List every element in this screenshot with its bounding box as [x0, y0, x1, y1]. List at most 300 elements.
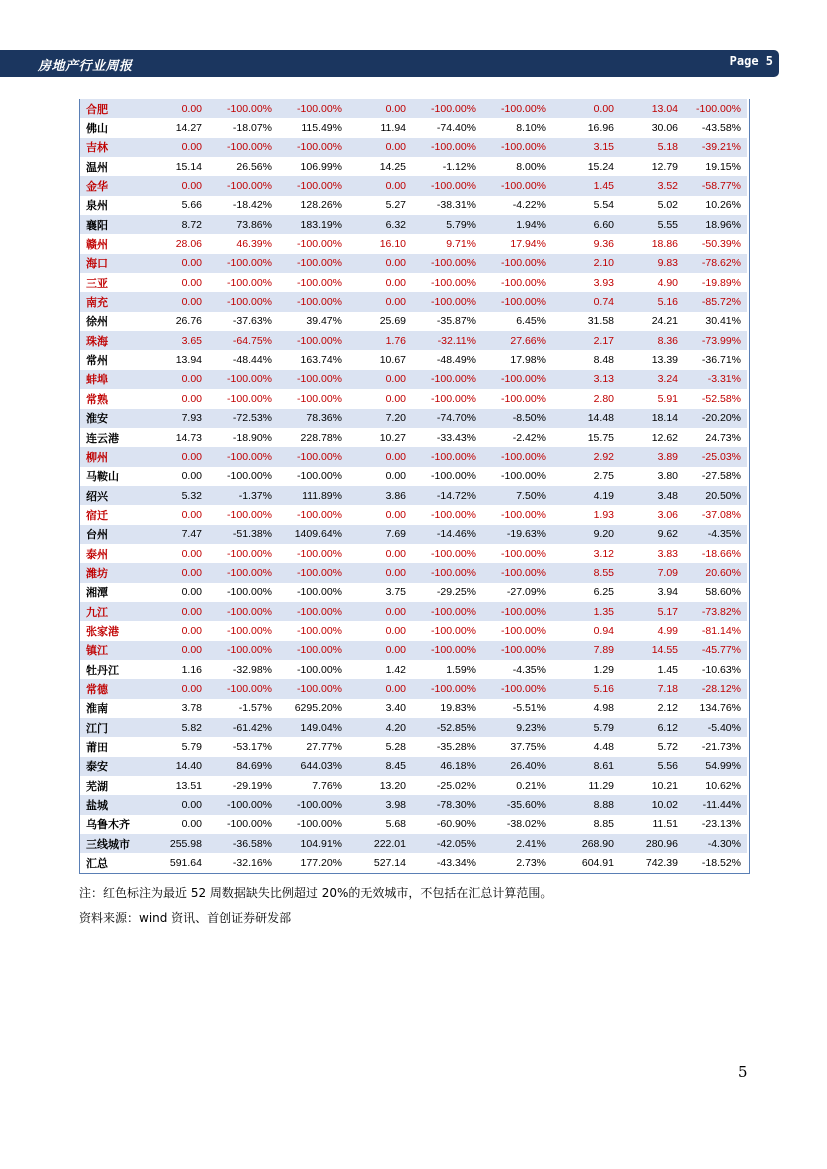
city-name-cell: 南充	[80, 292, 144, 311]
value-cell: 3.15	[552, 138, 620, 157]
value-cell: 5.66	[144, 196, 208, 215]
value-cell: 4.98	[552, 699, 620, 718]
value-cell: -18.07%	[208, 118, 278, 137]
value-cell: 10.26%	[684, 196, 747, 215]
city-name-cell: 盐城	[80, 795, 144, 814]
value-cell: 10.21	[620, 776, 684, 795]
value-cell: -8.50%	[482, 409, 552, 428]
table-row	[80, 621, 747, 640]
table-row	[80, 215, 747, 234]
value-cell: -100.00%	[482, 602, 552, 621]
value-cell: -100.00%	[482, 563, 552, 582]
value-cell: 0.00	[348, 679, 412, 698]
value-cell: -100.00%	[482, 176, 552, 195]
value-cell: 1.35	[552, 602, 620, 621]
value-cell: 0.94	[552, 621, 620, 640]
value-cell: 7.09	[620, 563, 684, 582]
city-name-cell: 九江	[80, 602, 144, 621]
value-cell: 31.58	[552, 312, 620, 331]
value-cell: -100.00%	[412, 370, 482, 389]
value-cell: -25.03%	[684, 447, 747, 466]
value-cell: -100.00%	[278, 234, 348, 253]
value-cell: 8.48	[552, 350, 620, 369]
value-cell: -38.02%	[482, 815, 552, 834]
value-cell: 13.39	[620, 350, 684, 369]
table-body	[80, 99, 747, 873]
value-cell: 20.50%	[684, 486, 747, 505]
value-cell: 46.39%	[208, 234, 278, 253]
value-cell: -100.00%	[482, 99, 552, 118]
value-cell: -100.00%	[482, 467, 552, 486]
value-cell: 3.24	[620, 370, 684, 389]
value-cell: 177.20%	[278, 853, 348, 872]
value-cell: -100.00%	[278, 331, 348, 350]
table-row	[80, 273, 747, 292]
value-cell: -60.90%	[412, 815, 482, 834]
city-sales-table	[79, 99, 750, 874]
value-cell: 2.17	[552, 331, 620, 350]
city-name-cell: 泰州	[80, 544, 144, 563]
value-cell: -38.31%	[412, 196, 482, 215]
value-cell: 1409.64%	[278, 525, 348, 544]
value-cell: 0.00	[144, 679, 208, 698]
value-cell: -100.00%	[278, 795, 348, 814]
value-cell: 12.62	[620, 428, 684, 447]
value-cell: 134.76%	[684, 699, 747, 718]
value-cell: 3.12	[552, 544, 620, 563]
value-cell: 0.00	[348, 505, 412, 524]
value-cell: -100.00%	[208, 176, 278, 195]
table-row	[80, 853, 747, 872]
city-name-cell: 潍坊	[80, 563, 144, 582]
value-cell: 527.14	[348, 853, 412, 872]
value-cell: 5.54	[552, 196, 620, 215]
value-cell: -4.30%	[684, 834, 747, 853]
value-cell: 0.00	[348, 292, 412, 311]
value-cell: 17.94%	[482, 234, 552, 253]
value-cell: 4.20	[348, 718, 412, 737]
value-cell: 5.91	[620, 389, 684, 408]
value-cell: -1.37%	[208, 486, 278, 505]
report-header-bar	[0, 50, 779, 77]
value-cell: -4.35%	[482, 660, 552, 679]
value-cell: 10.02	[620, 795, 684, 814]
value-cell: 222.01	[348, 834, 412, 853]
value-cell: -100.00%	[412, 621, 482, 640]
value-cell: 7.50%	[482, 486, 552, 505]
value-cell: -23.13%	[684, 815, 747, 834]
value-cell: 0.00	[144, 447, 208, 466]
value-cell: -100.00%	[208, 467, 278, 486]
value-cell: -52.58%	[684, 389, 747, 408]
value-cell: -100.00%	[208, 602, 278, 621]
value-cell: -100.00%	[482, 641, 552, 660]
value-cell: 7.47	[144, 525, 208, 544]
value-cell: 0.00	[348, 447, 412, 466]
value-cell: -100.00%	[208, 795, 278, 814]
value-cell: 0.00	[552, 99, 620, 118]
value-cell: 15.14	[144, 157, 208, 176]
value-cell: -74.40%	[412, 118, 482, 137]
value-cell: 3.40	[348, 699, 412, 718]
table-row	[80, 660, 747, 679]
value-cell: 0.00	[144, 176, 208, 195]
value-cell: -100.00%	[482, 505, 552, 524]
value-cell: 0.00	[144, 641, 208, 660]
value-cell: -53.17%	[208, 737, 278, 756]
value-cell: -18.42%	[208, 196, 278, 215]
value-cell: 5.27	[348, 196, 412, 215]
city-name-cell: 常熟	[80, 389, 144, 408]
value-cell: 106.99%	[278, 157, 348, 176]
value-cell: -100.00%	[278, 660, 348, 679]
data-source: 资料来源：wind 资讯、首创证券研发部	[79, 911, 292, 925]
table-row	[80, 428, 747, 447]
value-cell: 27.77%	[278, 737, 348, 756]
value-cell: -100.00%	[278, 602, 348, 621]
city-name-cell: 徐州	[80, 312, 144, 331]
value-cell: -28.12%	[684, 679, 747, 698]
city-name-cell: 合肥	[80, 99, 144, 118]
value-cell: 6295.20%	[278, 699, 348, 718]
value-cell: 14.27	[144, 118, 208, 137]
table-row	[80, 679, 747, 698]
value-cell: 149.04%	[278, 718, 348, 737]
value-cell: 6.32	[348, 215, 412, 234]
value-cell: 7.18	[620, 679, 684, 698]
city-name-cell: 乌鲁木齐	[80, 815, 144, 834]
value-cell: 163.74%	[278, 350, 348, 369]
value-cell: 9.83	[620, 254, 684, 273]
value-cell: -100.00%	[208, 273, 278, 292]
city-name-cell: 湘潭	[80, 583, 144, 602]
city-name-cell: 珠海	[80, 331, 144, 350]
value-cell: 8.61	[552, 757, 620, 776]
value-cell: -18.66%	[684, 544, 747, 563]
table-row	[80, 409, 747, 428]
value-cell: 11.51	[620, 815, 684, 834]
table-row	[80, 563, 747, 582]
value-cell: 5.16	[620, 292, 684, 311]
value-cell: 18.96%	[684, 215, 747, 234]
value-cell: 591.64	[144, 853, 208, 872]
value-cell: -78.62%	[684, 254, 747, 273]
table-row	[80, 447, 747, 466]
value-cell: -51.38%	[208, 525, 278, 544]
value-cell: 0.00	[144, 389, 208, 408]
value-cell: 228.78%	[278, 428, 348, 447]
value-cell: -73.99%	[684, 331, 747, 350]
value-cell: -100.00%	[412, 176, 482, 195]
value-cell: -29.25%	[412, 583, 482, 602]
value-cell: 7.20	[348, 409, 412, 428]
city-name-cell: 淮南	[80, 699, 144, 718]
value-cell: -100.00%	[278, 370, 348, 389]
table-row	[80, 312, 747, 331]
value-cell: 0.00	[144, 544, 208, 563]
value-cell: 3.86	[348, 486, 412, 505]
value-cell: 39.47%	[278, 312, 348, 331]
table-row	[80, 234, 747, 253]
value-cell: 0.00	[348, 138, 412, 157]
value-cell: 111.89%	[278, 486, 348, 505]
table-row	[80, 118, 747, 137]
value-cell: -100.00%	[412, 563, 482, 582]
value-cell: -100.00%	[278, 544, 348, 563]
value-cell: -100.00%	[278, 447, 348, 466]
value-cell: -42.05%	[412, 834, 482, 853]
value-cell: -36.58%	[208, 834, 278, 853]
city-name-cell: 泰安	[80, 757, 144, 776]
table-row	[80, 331, 747, 350]
value-cell: 26.40%	[482, 757, 552, 776]
value-cell: 5.28	[348, 737, 412, 756]
value-cell: -45.77%	[684, 641, 747, 660]
value-cell: 17.98%	[482, 350, 552, 369]
value-cell: 7.69	[348, 525, 412, 544]
value-cell: -2.42%	[482, 428, 552, 447]
value-cell: -100.00%	[278, 99, 348, 118]
city-name-cell: 常德	[80, 679, 144, 698]
value-cell: -100.00%	[278, 563, 348, 582]
value-cell: -100.00%	[412, 641, 482, 660]
value-cell: -37.63%	[208, 312, 278, 331]
value-cell: 6.60	[552, 215, 620, 234]
value-cell: -100.00%	[278, 176, 348, 195]
value-cell: -1.12%	[412, 157, 482, 176]
table-row	[80, 99, 747, 118]
value-cell: -100.00%	[208, 621, 278, 640]
value-cell: -100.00%	[278, 641, 348, 660]
value-cell: 4.99	[620, 621, 684, 640]
value-cell: 24.21	[620, 312, 684, 331]
value-cell: 30.41%	[684, 312, 747, 331]
value-cell: 255.98	[144, 834, 208, 853]
value-cell: 2.92	[552, 447, 620, 466]
value-cell: 10.67	[348, 350, 412, 369]
city-name-cell: 台州	[80, 525, 144, 544]
value-cell: -100.00%	[208, 641, 278, 660]
table-row	[80, 815, 747, 834]
value-cell: 268.90	[552, 834, 620, 853]
value-cell: -48.49%	[412, 350, 482, 369]
value-cell: 0.00	[144, 505, 208, 524]
header-page-label: Page 5	[729, 54, 773, 68]
value-cell: 3.78	[144, 699, 208, 718]
table-row	[80, 641, 747, 660]
value-cell: -100.00%	[208, 292, 278, 311]
city-name-cell: 蚌埠	[80, 370, 144, 389]
value-cell: 2.75	[552, 467, 620, 486]
value-cell: 5.82	[144, 718, 208, 737]
table-row	[80, 699, 747, 718]
value-cell: 0.00	[144, 138, 208, 157]
table-row	[80, 157, 747, 176]
value-cell: -100.00%	[208, 254, 278, 273]
value-cell: -100.00%	[278, 467, 348, 486]
value-cell: 0.00	[348, 176, 412, 195]
value-cell: -73.82%	[684, 602, 747, 621]
value-cell: -100.00%	[412, 447, 482, 466]
value-cell: -14.72%	[412, 486, 482, 505]
table-row	[80, 486, 747, 505]
value-cell: 15.24	[552, 157, 620, 176]
page-number: 5	[738, 1063, 748, 1081]
table-row	[80, 505, 747, 524]
value-cell: 7.76%	[278, 776, 348, 795]
value-cell: 1.42	[348, 660, 412, 679]
value-cell: 7.93	[144, 409, 208, 428]
city-name-cell: 赣州	[80, 234, 144, 253]
value-cell: 280.96	[620, 834, 684, 853]
value-cell: 9.20	[552, 525, 620, 544]
value-cell: 30.06	[620, 118, 684, 137]
value-cell: -48.44%	[208, 350, 278, 369]
table-row	[80, 467, 747, 486]
value-cell: -100.00%	[208, 544, 278, 563]
value-cell: 0.00	[144, 795, 208, 814]
value-cell: 5.18	[620, 138, 684, 157]
value-cell: -100.00%	[208, 815, 278, 834]
table-row	[80, 718, 747, 737]
value-cell: -100.00%	[278, 505, 348, 524]
value-cell: 3.52	[620, 176, 684, 195]
value-cell: -100.00%	[482, 544, 552, 563]
value-cell: -4.35%	[684, 525, 747, 544]
value-cell: -35.87%	[412, 312, 482, 331]
value-cell: 128.26%	[278, 196, 348, 215]
city-name-cell: 三亚	[80, 273, 144, 292]
value-cell: 54.99%	[684, 757, 747, 776]
value-cell: 0.00	[348, 563, 412, 582]
value-cell: 1.45	[552, 176, 620, 195]
value-cell: 0.00	[144, 99, 208, 118]
value-cell: 27.66%	[482, 331, 552, 350]
city-name-cell: 泉州	[80, 196, 144, 215]
value-cell: -29.19%	[208, 776, 278, 795]
value-cell: -100.00%	[208, 447, 278, 466]
value-cell: 2.80	[552, 389, 620, 408]
value-cell: 0.00	[144, 602, 208, 621]
value-cell: 9.36	[552, 234, 620, 253]
city-name-cell: 芜湖	[80, 776, 144, 795]
value-cell: -32.98%	[208, 660, 278, 679]
value-cell: -20.20%	[684, 409, 747, 428]
table-row	[80, 737, 747, 756]
value-cell: 4.48	[552, 737, 620, 756]
city-name-cell: 连云港	[80, 428, 144, 447]
value-cell: -100.00%	[412, 505, 482, 524]
value-cell: 13.51	[144, 776, 208, 795]
value-cell: -32.16%	[208, 853, 278, 872]
value-cell: -72.53%	[208, 409, 278, 428]
value-cell: 3.93	[552, 273, 620, 292]
value-cell: 5.72	[620, 737, 684, 756]
table-row	[80, 795, 747, 814]
value-cell: -18.90%	[208, 428, 278, 447]
value-cell: 6.45%	[482, 312, 552, 331]
value-cell: -100.00%	[208, 138, 278, 157]
table-row	[80, 525, 747, 544]
value-cell: -43.58%	[684, 118, 747, 137]
value-cell: 8.00%	[482, 157, 552, 176]
value-cell: 3.94	[620, 583, 684, 602]
city-name-cell: 牡丹江	[80, 660, 144, 679]
value-cell: 0.21%	[482, 776, 552, 795]
value-cell: 644.03%	[278, 757, 348, 776]
value-cell: -100.00%	[278, 138, 348, 157]
value-cell: -33.43%	[412, 428, 482, 447]
city-name-cell: 马鞍山	[80, 467, 144, 486]
value-cell: 5.79	[552, 718, 620, 737]
table-row	[80, 834, 747, 853]
city-name-cell: 莆田	[80, 737, 144, 756]
value-cell: 0.00	[348, 621, 412, 640]
value-cell: -43.34%	[412, 853, 482, 872]
value-cell: 1.76	[348, 331, 412, 350]
value-cell: 8.55	[552, 563, 620, 582]
value-cell: -100.00%	[412, 679, 482, 698]
city-name-cell: 镇江	[80, 641, 144, 660]
value-cell: -100.00%	[208, 583, 278, 602]
value-cell: 13.20	[348, 776, 412, 795]
city-name-cell: 常州	[80, 350, 144, 369]
value-cell: 46.18%	[412, 757, 482, 776]
city-name-cell: 汇总	[80, 853, 144, 872]
value-cell: -32.11%	[412, 331, 482, 350]
value-cell: 0.00	[348, 641, 412, 660]
value-cell: 0.00	[144, 370, 208, 389]
value-cell: 26.76	[144, 312, 208, 331]
value-cell: -100.00%	[482, 389, 552, 408]
value-cell: -100.00%	[684, 99, 747, 118]
value-cell: 5.17	[620, 602, 684, 621]
value-cell: 2.12	[620, 699, 684, 718]
value-cell: 5.68	[348, 815, 412, 834]
value-cell: 8.88	[552, 795, 620, 814]
value-cell: 18.86	[620, 234, 684, 253]
value-cell: 5.79%	[412, 215, 482, 234]
value-cell: 1.16	[144, 660, 208, 679]
table-row	[80, 138, 747, 157]
value-cell: -36.71%	[684, 350, 747, 369]
value-cell: -100.00%	[208, 389, 278, 408]
value-cell: 5.55	[620, 215, 684, 234]
city-name-cell: 襄阳	[80, 215, 144, 234]
value-cell: 0.00	[144, 292, 208, 311]
value-cell: 0.00	[144, 467, 208, 486]
value-cell: 8.45	[348, 757, 412, 776]
value-cell: 1.93	[552, 505, 620, 524]
value-cell: -5.40%	[684, 718, 747, 737]
value-cell: 742.39	[620, 853, 684, 872]
table-row	[80, 757, 747, 776]
value-cell: 0.00	[348, 254, 412, 273]
city-name-cell: 三线城市	[80, 834, 144, 853]
value-cell: -100.00%	[208, 99, 278, 118]
value-cell: 4.19	[552, 486, 620, 505]
value-cell: 8.36	[620, 331, 684, 350]
value-cell: -100.00%	[278, 273, 348, 292]
value-cell: 0.00	[144, 563, 208, 582]
value-cell: 78.36%	[278, 409, 348, 428]
value-cell: -18.52%	[684, 853, 747, 872]
value-cell: 0.00	[144, 583, 208, 602]
value-cell: -100.00%	[482, 254, 552, 273]
value-cell: 13.94	[144, 350, 208, 369]
value-cell: -21.73%	[684, 737, 747, 756]
value-cell: 0.00	[348, 389, 412, 408]
